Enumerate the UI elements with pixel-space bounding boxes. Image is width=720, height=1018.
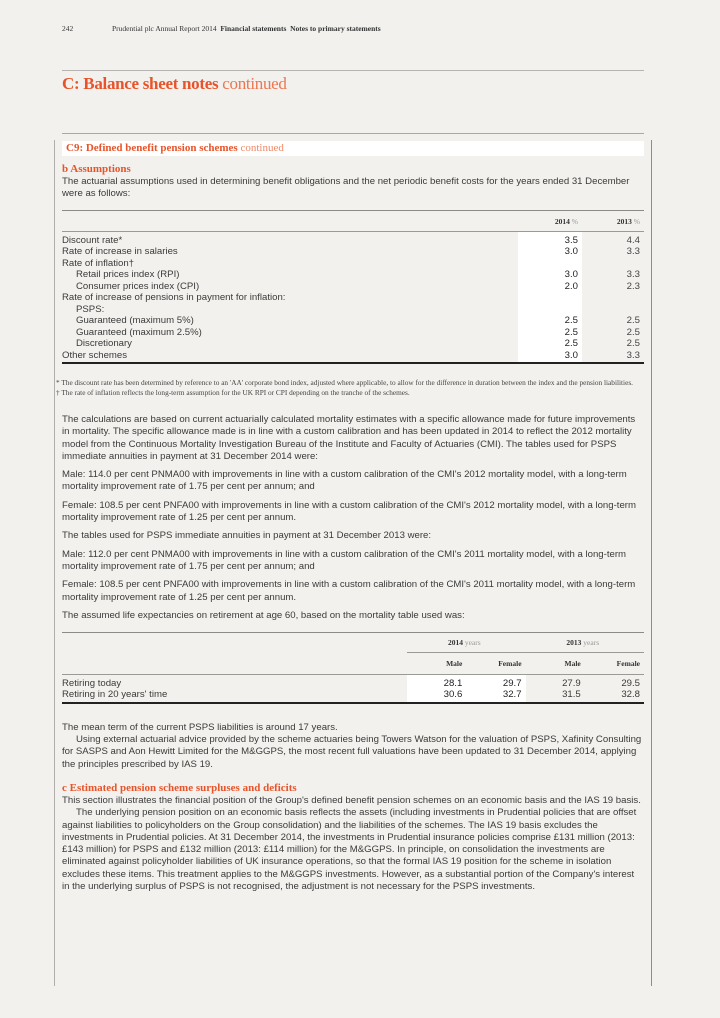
subheader-female-2014: Female — [466, 653, 525, 674]
table-row: Rate of increase of pensions in payment for inflation: — [62, 292, 644, 304]
note-title: C9: Defined benefit pension schemes — [66, 142, 238, 154]
assumptions-intro: The actuarial assumptions used in determining benefit obligations and the net periodic benefit costs for the years ended 31 December were as follows: — [62, 176, 630, 200]
table-row: Rate of increase in salaries 3.0 3.3 — [62, 246, 640, 258]
footnote-discount-rate: * The discount rate has been determined by reference to an 'AA' corporate bond index, adjusted where applicable, to allow for the difference in duration between the index and the pension liabilities. — [56, 378, 633, 388]
table-row: Retiring today 28.1 29.7 27.9 29.5 — [62, 674, 644, 689]
box-top-divider — [62, 133, 644, 134]
female-2013-paragraph: Female: 108.5 per cent PNFA00 with improvements in line with a custom calibration of the CMI's 2011 mortality model, with a long-term mortality improvement rate of 1.25 per cent per annum. — [62, 579, 636, 603]
life-expectancy-table — [62, 632, 644, 704]
section-name: Financial statements — [220, 24, 287, 33]
section-title — [62, 74, 287, 94]
male-2013-paragraph: Male: 112.0 per cent PNMA00 with improvements in line with a custom calibration of the CMI's 2011 mortality model, with a long-term mortality improvement rate of 1.75 per cent per annum; and — [62, 548, 627, 572]
mean-term-paragraph: The mean term of the current PSPS liabilities is around 17 years. — [62, 721, 338, 733]
assumptions-table-header — [62, 210, 644, 231]
surpluses-heading: c Estimated pension scheme surpluses and deficits — [62, 781, 297, 794]
table-row: Consumer prices index (CPI) 2.0 2.3 — [76, 280, 640, 292]
table-row: Discretionary 2.5 2.5 — [76, 338, 640, 350]
column-header-2014: 2014 % — [518, 210, 582, 231]
group-header-2014: 2014 years — [407, 633, 525, 653]
group-header-2013: 2013 years — [526, 633, 644, 653]
assumptions-heading: b Assumptions — [62, 163, 131, 175]
label-column-header — [62, 210, 518, 231]
table-row: Retail prices index (RPI) 3.0 3.3 — [76, 269, 640, 281]
mortality-paragraph: The calculations are based on current actuarially calculated mortality estimates with a specific allowance made for future improvements in mortality. The specific allowance made is in line with a custom calibration and has been updated in 2014 to reflect the 2012 mortality model from the Continuous Mortality Investigation Bureau of the Institute and Faculty of Actuaries (CMI). The tables used for PSPS immediate annuities in payment at 31 December 2014 were: — [62, 413, 636, 462]
note-continued: continued — [240, 142, 284, 154]
table-row: PSPS: — [62, 304, 644, 316]
running-header — [62, 24, 381, 33]
table-row: Guaranteed (maximum 2.5%) 2.5 2.5 — [76, 326, 640, 338]
footnote-inflation: † The rate of inflation reflects the long-term assumption for the UK RPI or CPI depending on the tranche of the schemes. — [56, 387, 410, 397]
table-row: Discount rate* 3.5 4.4 — [62, 231, 644, 246]
surpluses-detail: The underlying pension position on an economic basis reflects the assets (including investments in Prudential policies that are offset against liabilities to policyholders on the Group consolidation) and the liabilities of the schemes. The IAS 19 basis excludes the investments in Prudential policies. At 31 December 2014, the investments in Prudential insurance policies comprise £131 million (2013: £143 million) for PSPS and £132 million (2013: £114 million) for the M&GGPS. In principle, on consolidation the investments are eliminated against policyholder liabilities of UK insurance operations, so that the formal IAS 19 position for the scheme in isolation excludes these items. This treatment applies to the M&GGPS investments. However, as a substantial portion of the Company's interest in the underlying surplus of PSPS is not recognised, the adjustment is not necessary for the PSPS investments. — [62, 807, 637, 892]
life-table-subheader — [62, 653, 644, 674]
female-2014-paragraph: Female: 108.5 per cent PNFA00 with improvements in line with a custom calibration of the CMI's 2012 mortality model, with a long-term mortality improvement rate of 1.25 per cent per annum. — [62, 499, 636, 524]
box-left-border — [54, 140, 55, 986]
table-row: Retiring in 20 years' time 30.6 32.7 31.5 32.8 — [62, 689, 644, 703]
table-row: Other schemes 3.0 3.3 — [62, 350, 644, 364]
section-title-bold: C: Balance sheet notes — [62, 74, 219, 93]
valuations-paragraph: Using external actuarial advice provided by the scheme actuaries being Towers Watson for the valuation of PSPS, Xafinity Consulting for SASPS and Aon Hewitt Limited for the M&GGPS, the most recent full valuations have been updated to 31 December 2014, applying the principles prescribed by IAS 19. — [62, 734, 642, 770]
life-expectancy-intro: The assumed life expectancies on retirement at age 60, based on the mortality table used was: — [62, 609, 465, 621]
column-header-2013: 2013 % — [582, 210, 644, 231]
subheader-female-2013: Female — [585, 653, 644, 674]
publication-name: Prudential plc Annual Report 2014 — [112, 24, 217, 33]
page-number: 242 — [62, 24, 74, 33]
footnotes — [56, 378, 644, 397]
assumptions-table — [62, 210, 644, 365]
box-right-border — [651, 140, 652, 986]
note-banner — [62, 141, 644, 156]
table-row: Rate of inflation† — [62, 258, 644, 270]
life-table-group-header — [62, 633, 644, 653]
tables-2013-paragraph: The tables used for PSPS immediate annuities in payment at 31 December 2013 were: — [62, 530, 432, 542]
header-divider — [62, 70, 644, 71]
subheader-male-2014: Male — [407, 653, 466, 674]
table-row: Guaranteed (maximum 5%) 2.5 2.5 — [76, 315, 640, 327]
subheader-male-2013: Male — [526, 653, 585, 674]
note-content — [56, 162, 644, 893]
male-2014-paragraph: Male: 114.0 per cent PNMA00 with improvements in line with a custom calibration of the CMI's 2012 mortality model, with a long-term mortality improvement rate of 1.75 per cent per annum; and — [62, 469, 627, 493]
surpluses-intro: This section illustrates the financial position of the Group's defined benefit pension schemes on an economic basis and the IAS 19 basis. — [62, 794, 641, 806]
section-title-continued: continued — [222, 74, 287, 93]
subsection-name: Notes to primary statements — [290, 24, 381, 33]
